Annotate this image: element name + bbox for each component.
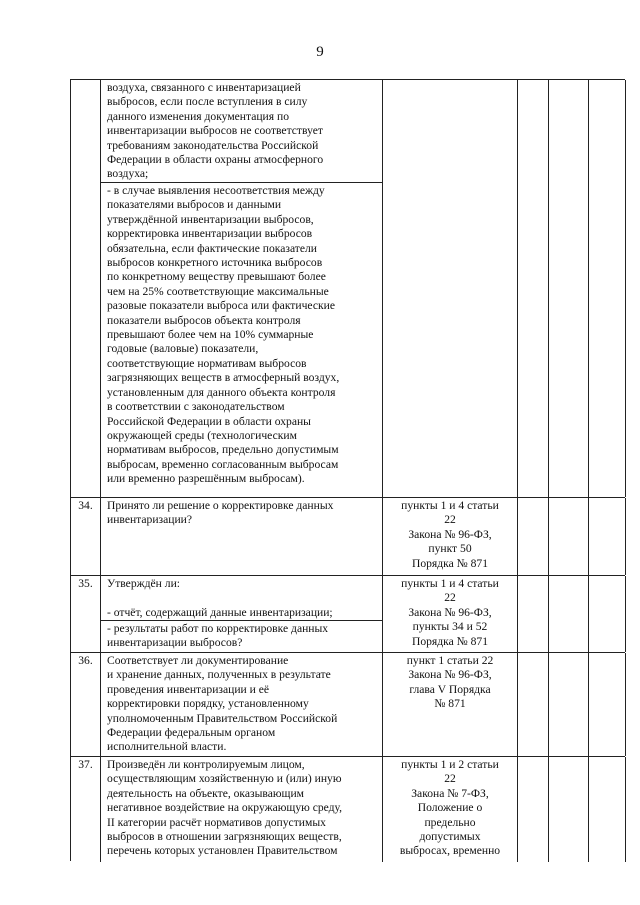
question-line: Утверждён ли: — [107, 577, 180, 590]
answer-cell — [549, 80, 589, 497]
reference-cell — [383, 80, 518, 497]
answer-cell — [589, 498, 626, 575]
question-line: Российской Федерации в области охраны — [107, 414, 311, 428]
question-line: окружающей среды (технологическим — [107, 428, 297, 442]
question-line: исполнительной власти. — [107, 740, 227, 754]
question-line: выбросов конкретного источника выбросов — [107, 256, 323, 270]
reference-cell — [383, 576, 518, 652]
answer-cell — [626, 576, 640, 652]
reference-line: предельно — [424, 815, 476, 829]
question-line: в соответствии с законодательством — [107, 400, 285, 414]
question-cell — [101, 576, 383, 652]
reference-line: пункт 50 — [428, 542, 472, 556]
reference-line: № 871 — [434, 697, 466, 711]
reference-line: Закона № 96-ФЗ, — [408, 605, 492, 619]
question-line: Федерации федеральным органом — [107, 726, 276, 740]
question-line: нормативам выбросов, предельно допустимым — [107, 443, 339, 457]
question-cell — [101, 653, 383, 756]
reference-line: глава V Порядка — [409, 682, 491, 696]
question-line: деятельность на объекте, оказывающим — [107, 786, 305, 800]
question-subcell — [101, 576, 382, 621]
answer-cell — [549, 757, 589, 862]
answer-cell — [589, 757, 626, 862]
reference-line: Закона № 7-ФЗ, — [411, 786, 489, 800]
question-line: II категории расчёт нормативов допустимых — [107, 815, 326, 829]
answer-cell — [626, 498, 640, 575]
answer-cell — [589, 576, 626, 652]
question-line: загрязняющих веществ в атмосферный воздух, — [107, 371, 340, 385]
answer-cell — [518, 80, 549, 497]
question-line: воздуха, связанного с инвентаризацией — [107, 81, 301, 94]
question-line: воздуха; — [107, 167, 149, 181]
question-subcell — [101, 183, 382, 497]
reference-line: пункты 1 и 2 статьи — [401, 758, 499, 771]
table-row — [71, 757, 625, 862]
answer-cell — [549, 576, 589, 652]
question-line: уполномоченным Правительством Российской — [107, 711, 338, 725]
checklist-table — [70, 79, 625, 861]
question-line: и хранение данных, полученных в результате — [107, 668, 331, 682]
question-line — [107, 591, 379, 605]
question-cell — [101, 757, 383, 862]
reference-cell — [383, 653, 518, 756]
row-number-cell: 37. — [71, 757, 101, 862]
question-line: - в случае выявления несоответствия между — [107, 184, 325, 197]
table-row — [71, 653, 625, 757]
answer-cell — [518, 757, 549, 862]
answer-cell — [626, 757, 640, 862]
question-line: проведения инвентаризации и её — [107, 682, 270, 696]
question-line: негативное воздействие на окружающую среду, — [107, 801, 343, 815]
reference-line: пункты 34 и 52 — [412, 620, 488, 634]
question-line: требованиям законодательства Российской — [107, 138, 319, 152]
reference-line: Порядка № 871 — [411, 634, 489, 648]
question-line: обязательна, если фактические показатели — [107, 241, 318, 255]
question-line: - результаты работ по корректировке данных — [107, 622, 329, 635]
question-line: корректировки порядку, установленному — [107, 697, 309, 711]
reference-cell — [383, 757, 518, 862]
answer-cell — [518, 498, 549, 575]
question-line: Принято ли решение о корректировке данных — [107, 499, 334, 512]
question-line: данного изменения документация по — [107, 109, 289, 123]
reference-line: Закона № 96-ФЗ, — [408, 668, 492, 682]
question-line: выбросам, временно согласованным выбросам — [107, 457, 339, 471]
row-number-cell: 35. — [71, 576, 101, 652]
question-line: превышают более чем на 10% суммарные — [107, 328, 314, 342]
answer-cell — [549, 653, 589, 756]
reference-line: выбросах, временно — [399, 844, 501, 858]
question-line: соответствующие нормативам выбросов — [107, 356, 307, 370]
reference-cell — [383, 498, 518, 575]
reference-line: Порядка № 871 — [411, 556, 489, 570]
answer-cell — [518, 653, 549, 756]
row-number-cell — [71, 80, 101, 497]
answer-cell — [549, 498, 589, 575]
question-line: установленным для данного объекта контроля — [107, 385, 336, 399]
row-number-cell: 34. — [71, 498, 101, 575]
question-cell — [101, 80, 383, 497]
question-cell — [101, 498, 383, 575]
reference-line: пункты 1 и 4 статьи — [401, 577, 499, 590]
reference-line: 22 — [444, 772, 456, 786]
question-line: - отчёт, содержащий данные инвентаризации; — [107, 605, 333, 619]
question-line: инвентаризации? — [107, 513, 193, 527]
answer-cell — [518, 576, 549, 652]
question-line: осуществляющим хозяйственную и (или) иную — [107, 772, 342, 786]
question-line: чем на 25% соответствующие максимальные — [107, 284, 329, 298]
question-line: Соответствует ли документирование — [107, 654, 289, 667]
question-line: показателями выбросов и данными — [107, 198, 282, 212]
row-number-cell: 36. — [71, 653, 101, 756]
question-line: по конкретному веществу превышают более — [107, 270, 326, 284]
question-line: Произведён ли контролируемым лицом, — [107, 758, 305, 771]
reference-line: Закона № 96-ФЗ, — [408, 527, 492, 541]
table-row — [71, 576, 625, 653]
question-line: инвентаризации выбросов не соответствует — [107, 124, 323, 138]
question-line: показатели выбросов объекта контроля — [107, 313, 301, 327]
question-line: Федерации в области охраны атмосферного — [107, 153, 324, 167]
reference-line: пункты 1 и 4 статьи — [401, 499, 499, 512]
reference-line: 22 — [444, 591, 456, 605]
question-line: или временно разрешённым выбросам). — [107, 472, 305, 486]
reference-line: пункт 1 статьи 22 — [406, 654, 494, 667]
reference-line: Положение о — [417, 801, 483, 815]
question-line: перечень которых установлен Правительством — [107, 844, 338, 858]
question-line: разовые показатели выброса или фактические — [107, 299, 335, 313]
question-line: инвентаризации выбросов? — [107, 636, 243, 650]
question-line: корректировка инвентаризации выбросов — [107, 227, 313, 241]
table-row — [71, 80, 625, 498]
table-row — [71, 498, 625, 576]
question-line: выбросов в отношении загрязняющих веществ, — [107, 830, 342, 844]
reference-line: 22 — [444, 513, 456, 527]
answer-cell — [589, 653, 626, 756]
question-subcell — [101, 621, 382, 652]
answer-cell — [589, 80, 626, 497]
question-line: выбросов, если после вступления в силу — [107, 95, 308, 109]
answer-cell — [626, 80, 640, 497]
question-line: годовые (валовые) показатели, — [107, 342, 259, 356]
answer-cell — [626, 653, 640, 756]
reference-line: допустимых — [419, 830, 481, 844]
question-line: утверждённой инвентаризации выбросов, — [107, 212, 314, 226]
page-number: 9 — [316, 44, 324, 60]
question-subcell — [101, 80, 382, 183]
